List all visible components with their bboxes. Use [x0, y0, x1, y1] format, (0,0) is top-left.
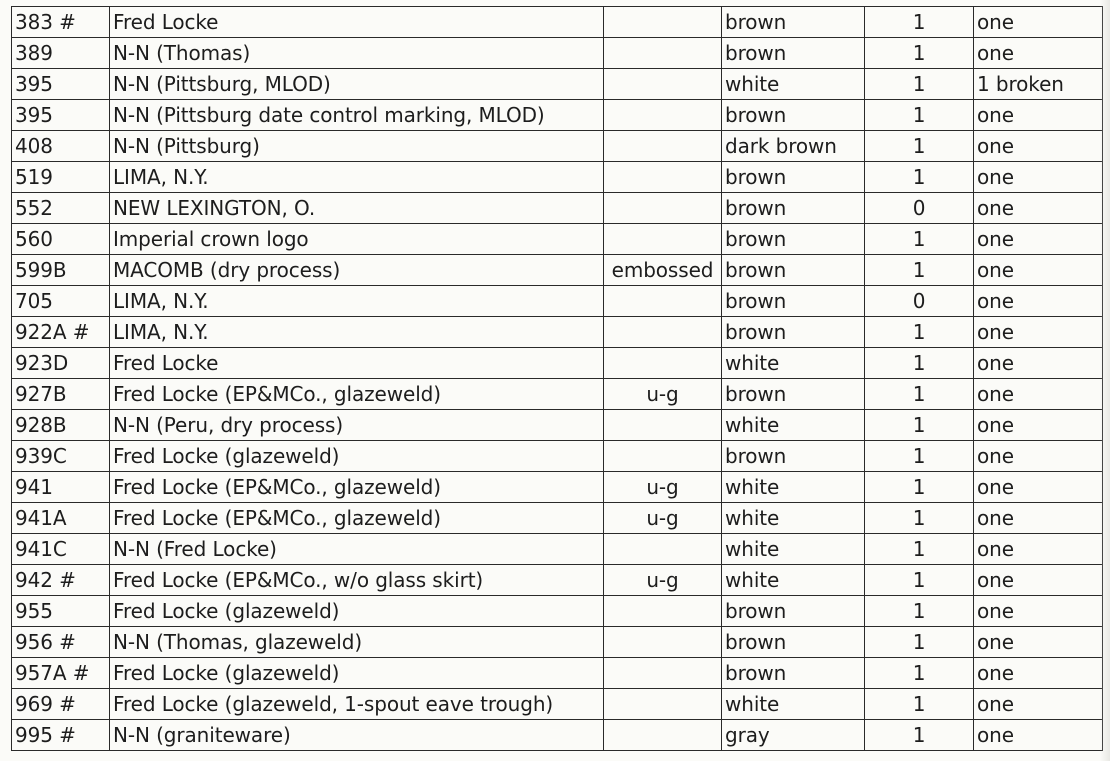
color-cell: white: [722, 348, 865, 379]
table-row: [12, 100, 1103, 131]
note-cell: [604, 317, 722, 348]
condition-cell: one: [974, 627, 1103, 658]
color-cell: brown: [722, 38, 865, 69]
item-number-cell: 942 #: [12, 565, 110, 596]
note-cell: u-g: [604, 472, 722, 503]
quantity-cell: 1: [865, 503, 974, 534]
inventory-table-body: [12, 7, 1103, 751]
item-number-cell: 408: [12, 131, 110, 162]
item-number-cell: 927B: [12, 379, 110, 410]
condition-cell: one: [974, 286, 1103, 317]
description-cell: N-N (Thomas): [110, 38, 604, 69]
item-number-cell: 519: [12, 162, 110, 193]
item-number-cell: 552: [12, 193, 110, 224]
quantity-cell: 0: [865, 286, 974, 317]
item-number-cell: 923D: [12, 348, 110, 379]
note-cell: u-g: [604, 379, 722, 410]
quantity-cell: 1: [865, 472, 974, 503]
table-row: [12, 689, 1103, 720]
note-cell: [604, 162, 722, 193]
note-cell: [604, 100, 722, 131]
condition-cell: 1 broken: [974, 69, 1103, 100]
note-cell: [604, 534, 722, 565]
condition-cell: one: [974, 7, 1103, 38]
table-row: [12, 286, 1103, 317]
condition-cell: one: [974, 100, 1103, 131]
table-row: [12, 720, 1103, 751]
note-cell: [604, 7, 722, 38]
item-number-cell: 560: [12, 224, 110, 255]
color-cell: dark brown: [722, 131, 865, 162]
color-cell: brown: [722, 255, 865, 286]
condition-cell: one: [974, 503, 1103, 534]
description-cell: N-N (Fred Locke): [110, 534, 604, 565]
description-cell: N-N (Pittsburg): [110, 131, 604, 162]
condition-cell: one: [974, 162, 1103, 193]
description-cell: Fred Locke (glazeweld): [110, 441, 604, 472]
condition-cell: one: [974, 565, 1103, 596]
color-cell: brown: [722, 100, 865, 131]
table-row: [12, 503, 1103, 534]
quantity-cell: 1: [865, 689, 974, 720]
quantity-cell: 1: [865, 69, 974, 100]
table-row: [12, 596, 1103, 627]
quantity-cell: 1: [865, 255, 974, 286]
description-cell: Fred Locke (EP&MCo., glazeweld): [110, 503, 604, 534]
table-row: [12, 255, 1103, 286]
color-cell: brown: [722, 658, 865, 689]
item-number-cell: 395: [12, 69, 110, 100]
table-row: [12, 658, 1103, 689]
condition-cell: one: [974, 658, 1103, 689]
note-cell: [604, 410, 722, 441]
condition-cell: one: [974, 596, 1103, 627]
quantity-cell: 1: [865, 131, 974, 162]
table-row: [12, 565, 1103, 596]
item-number-cell: 941A: [12, 503, 110, 534]
quantity-cell: 1: [865, 720, 974, 751]
description-cell: N-N (Thomas, glazeweld): [110, 627, 604, 658]
table-row: [12, 348, 1103, 379]
note-cell: [604, 69, 722, 100]
color-cell: brown: [722, 162, 865, 193]
table-row: [12, 441, 1103, 472]
condition-cell: one: [974, 410, 1103, 441]
table-row: [12, 7, 1103, 38]
table-row: [12, 379, 1103, 410]
item-number-cell: 922A #: [12, 317, 110, 348]
note-cell: [604, 348, 722, 379]
description-cell: N-N (Pittsburg date control marking, MLOD): [110, 100, 604, 131]
description-cell: LIMA, N.Y.: [110, 317, 604, 348]
quantity-cell: 1: [865, 379, 974, 410]
description-cell: Fred Locke (EP&MCo., w/o glass skirt): [110, 565, 604, 596]
color-cell: brown: [722, 193, 865, 224]
color-cell: brown: [722, 317, 865, 348]
table-row: [12, 317, 1103, 348]
description-cell: Fred Locke (glazeweld, 1-spout eave trough): [110, 689, 604, 720]
description-cell: N-N (graniteware): [110, 720, 604, 751]
color-cell: white: [722, 503, 865, 534]
color-cell: brown: [722, 224, 865, 255]
item-number-cell: 941C: [12, 534, 110, 565]
table-row: [12, 193, 1103, 224]
table-row: [12, 131, 1103, 162]
description-cell: Fred Locke: [110, 348, 604, 379]
description-cell: Fred Locke: [110, 7, 604, 38]
quantity-cell: 1: [865, 627, 974, 658]
note-cell: [604, 38, 722, 69]
note-cell: [604, 224, 722, 255]
condition-cell: one: [974, 441, 1103, 472]
color-cell: brown: [722, 7, 865, 38]
condition-cell: one: [974, 472, 1103, 503]
color-cell: brown: [722, 379, 865, 410]
note-cell: [604, 658, 722, 689]
quantity-cell: 0: [865, 193, 974, 224]
note-cell: [604, 689, 722, 720]
description-cell: LIMA, N.Y.: [110, 162, 604, 193]
quantity-cell: 1: [865, 348, 974, 379]
quantity-cell: 1: [865, 534, 974, 565]
table-row: [12, 534, 1103, 565]
description-cell: MACOMB (dry process): [110, 255, 604, 286]
color-cell: white: [722, 689, 865, 720]
note-cell: u-g: [604, 503, 722, 534]
condition-cell: one: [974, 193, 1103, 224]
condition-cell: one: [974, 317, 1103, 348]
note-cell: [604, 193, 722, 224]
item-number-cell: 383 #: [12, 7, 110, 38]
inventory-table: [11, 6, 1103, 751]
color-cell: brown: [722, 286, 865, 317]
note-cell: u-g: [604, 565, 722, 596]
item-number-cell: 389: [12, 38, 110, 69]
color-cell: white: [722, 565, 865, 596]
color-cell: brown: [722, 596, 865, 627]
table-row: [12, 38, 1103, 69]
condition-cell: one: [974, 379, 1103, 410]
quantity-cell: 1: [865, 38, 974, 69]
description-cell: N-N (Pittsburg, MLOD): [110, 69, 604, 100]
quantity-cell: 1: [865, 100, 974, 131]
color-cell: white: [722, 410, 865, 441]
table-row: [12, 410, 1103, 441]
note-cell: [604, 720, 722, 751]
item-number-cell: 995 #: [12, 720, 110, 751]
description-cell: LIMA, N.Y.: [110, 286, 604, 317]
condition-cell: one: [974, 131, 1103, 162]
note-cell: [604, 441, 722, 472]
quantity-cell: 1: [865, 224, 974, 255]
color-cell: white: [722, 69, 865, 100]
item-number-cell: 956 #: [12, 627, 110, 658]
condition-cell: one: [974, 534, 1103, 565]
color-cell: white: [722, 472, 865, 503]
item-number-cell: 395: [12, 100, 110, 131]
condition-cell: one: [974, 224, 1103, 255]
table-row: [12, 627, 1103, 658]
note-cell: [604, 596, 722, 627]
quantity-cell: 1: [865, 565, 974, 596]
quantity-cell: 1: [865, 317, 974, 348]
color-cell: brown: [722, 627, 865, 658]
table-row: [12, 162, 1103, 193]
item-number-cell: 941: [12, 472, 110, 503]
description-cell: NEW LEXINGTON, O.: [110, 193, 604, 224]
note-cell: [604, 286, 722, 317]
description-cell: Fred Locke (glazeweld): [110, 658, 604, 689]
color-cell: gray: [722, 720, 865, 751]
item-number-cell: 957A #: [12, 658, 110, 689]
note-cell: embossed: [604, 255, 722, 286]
color-cell: brown: [722, 441, 865, 472]
condition-cell: one: [974, 689, 1103, 720]
table-row: [12, 224, 1103, 255]
quantity-cell: 1: [865, 658, 974, 689]
quantity-cell: 1: [865, 441, 974, 472]
description-cell: Imperial crown logo: [110, 224, 604, 255]
note-cell: [604, 627, 722, 658]
item-number-cell: 939C: [12, 441, 110, 472]
description-cell: Fred Locke (glazeweld): [110, 596, 604, 627]
item-number-cell: 928B: [12, 410, 110, 441]
table-row: [12, 472, 1103, 503]
note-cell: [604, 131, 722, 162]
item-number-cell: 955: [12, 596, 110, 627]
description-cell: N-N (Peru, dry process): [110, 410, 604, 441]
quantity-cell: 1: [865, 162, 974, 193]
quantity-cell: 1: [865, 410, 974, 441]
quantity-cell: 1: [865, 7, 974, 38]
description-cell: Fred Locke (EP&MCo., glazeweld): [110, 472, 604, 503]
condition-cell: one: [974, 720, 1103, 751]
quantity-cell: 1: [865, 596, 974, 627]
item-number-cell: 599B: [12, 255, 110, 286]
condition-cell: one: [974, 255, 1103, 286]
item-number-cell: 969 #: [12, 689, 110, 720]
item-number-cell: 705: [12, 286, 110, 317]
color-cell: white: [722, 534, 865, 565]
description-cell: Fred Locke (EP&MCo., glazeweld): [110, 379, 604, 410]
table-row: [12, 69, 1103, 100]
condition-cell: one: [974, 348, 1103, 379]
condition-cell: one: [974, 38, 1103, 69]
